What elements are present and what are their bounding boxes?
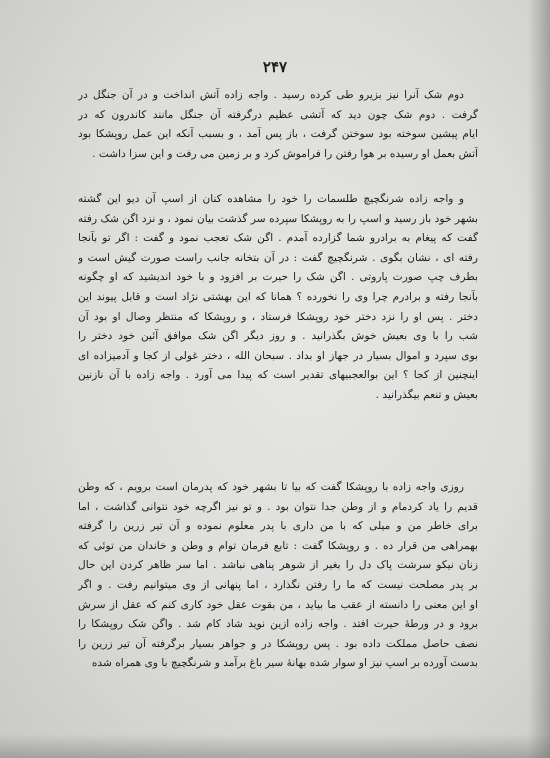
text-line: زنان نیکو سرشت پاک دل را بغیر از شوهر پناهی نباشد . اما سر ظاهر کردن این حال <box>78 559 478 572</box>
paragraph-2 <box>78 190 478 406</box>
text-line: گرفت . دوم شک چون دید که آتشی عظیم درگرفته آن جنگل مانند کاندرون که در <box>78 108 478 121</box>
text-line: بشهر خود باز رسید و اسپ را به روپشکا سپرده سر گذشت بیان نمود ، و نزد اگن شک رفته <box>78 212 478 225</box>
text-line: بر پدر مصلحت نیست که ما را رفتن نگذارد ، اما پنهانی از وی میتوانیم رفت . و اگر <box>78 578 478 591</box>
text-line: روزی واجه زاده با روپشکا گفت که بیا تا بشهر خود که پدرمان است برویم ، که وطن <box>78 481 464 493</box>
page-bottom-shadow <box>0 734 550 758</box>
paragraph-text <box>78 190 478 406</box>
text-line: اینچنین از کجا ؟ این بوالعجبیهای تقدیر است که پیدا می آورد . واجه زاده با آن نازنین <box>78 369 478 382</box>
text-line: برود و در ورطهٔ حیرت افتد . واجه زاده ازین نوید شاد کام شد . واگن شک روپشکا را <box>78 618 478 631</box>
text-line: رفته ای ، نشان بگوی . شرنگچیچ گفت : در آن بتخانه جانب راست صورت گیش است و <box>78 251 478 264</box>
text-line: بهمراهی من قرار ده . و روپشکا گفت : تابع فرمان توام و وطن و خاندان من توئی که <box>78 539 478 552</box>
text-line: نصف حاصل مملکت داده بود . پس روپشکا در و جواهر بسیار برگرفته آن تیر زرین را <box>78 637 478 650</box>
text-line: شب را با وی بعیش خوش بگذرانید . و روز دیگر اگن شک موافق آئین خود دختر را <box>78 330 478 343</box>
page-number: ۲۴۷ <box>262 58 288 76</box>
text-line: گفت که پیغام به برادرو شما گزارده آمدم . اگن شک تعجب نمود و گفت : اگر تو بآنجا <box>78 232 478 245</box>
text-line: ایام پیشین سوخته بود سوختن گرفت ، باز پس آمد ، و بسبب آنکه این عمل روپشکا بود <box>78 128 478 141</box>
text-line: و واجه زاده شرنگچیچ طلسمات را خود را مشاهده کنان از اسپ آن دیو این گشته <box>78 193 464 205</box>
text-line: بعیش و تنعم بیگذرانید . <box>375 388 478 401</box>
text-line: او این معنی را دانسته از عقب ما بیاید ، من بقوت عقل خود کاری کنم که عقل از سرش <box>78 598 478 611</box>
paragraph-1 <box>78 86 478 164</box>
text-line: قدیم را یاد کردمام و از وطن جدا نتوان بود . و تو نیز اگرچه خود نتوانی گذاشت ، اما <box>78 500 478 513</box>
text-line: بوی سپرد و اموال بسیار در جهاز او بداد . سبحان الله ، دختر غولی از کجا و آدمیزاده ای <box>78 349 478 362</box>
paragraph-3 <box>78 478 478 674</box>
text-line: بدست آورده بر اسپ نیز او سوار شده بهانهٔ سیر باغ برآمد و شرنگچیچ با وی همراه شده <box>91 657 478 670</box>
text-line: دوم شک آنرا نیز بزیرو طی کرده رسید . واجه زاده آتش انداخت و در آن جنگل در <box>78 89 464 101</box>
paragraph-text <box>78 478 478 674</box>
text-line: بآنجا رفته و برادرم چرا وی را نخورده ؟ همانا که این بهشتی نژاد است و قابل پیوند این <box>78 290 478 303</box>
text-line: برای خاطر من و میلی که با من داری با پدر معلوم نموده و آن تیر زرین را گرفته <box>78 520 478 533</box>
text-line: بطرف چپ صورت پاروتی . اگن شک را حیرت بر افزود و با خود اندیشید که او چگونه <box>78 271 478 284</box>
page-edge-shadow <box>528 0 550 758</box>
text-line: آتش بعمل او رسیده بر هوا رفتن را فراموش کرد و بر زمین می رفت و این سزا داشت . <box>92 147 478 160</box>
paragraph-text <box>78 86 478 164</box>
text-line: دختر . پس او را نزد دختر خود روپشکا فرستاد ، و روپشکا که منتظر وصال او بود آن <box>78 310 478 323</box>
